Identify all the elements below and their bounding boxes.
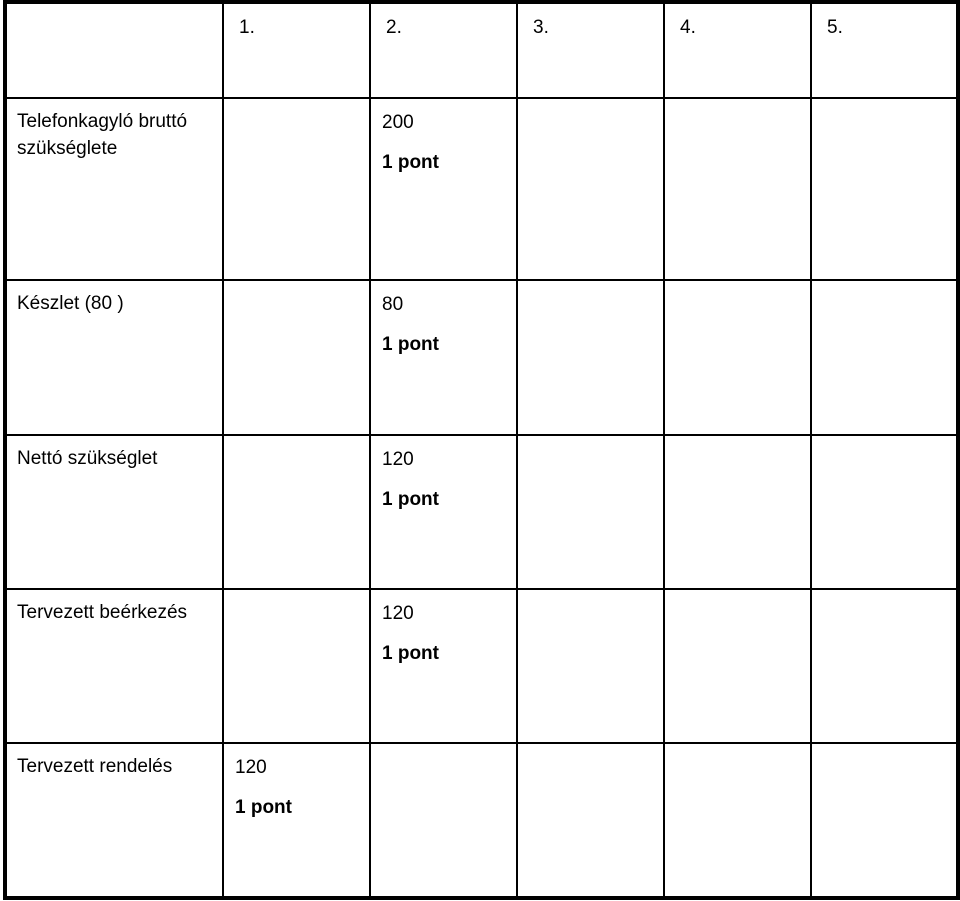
corner-cell [5, 2, 223, 98]
cell-points: 1 pont [382, 489, 439, 510]
row-label-planned-receipt: Tervezett beérkezés [5, 589, 223, 743]
cell-net-p4 [664, 435, 811, 589]
cell-gross-p4 [664, 98, 811, 280]
cell-order-p3 [517, 743, 664, 898]
row-label-gross-requirement: Telefonkagyló bruttó szükséglete [5, 98, 223, 280]
cell-value: 120 [235, 757, 267, 778]
period-header-3: 3. [517, 2, 664, 98]
cell-receipt-p3 [517, 589, 664, 743]
cell-stock-p4 [664, 280, 811, 435]
table-row-planned-order [5, 743, 958, 898]
mrp-table [3, 0, 960, 900]
cell-stock-p3 [517, 280, 664, 435]
period-header-4: 4. [664, 2, 811, 98]
cell-order-p4 [664, 743, 811, 898]
cell-stock-p5 [811, 280, 958, 435]
cell-points: 1 pont [382, 334, 439, 355]
row-label-stock: Készlet (80 ) [5, 280, 223, 435]
cell-net-p5 [811, 435, 958, 589]
cell-order-p1 [223, 743, 370, 898]
header-row [5, 2, 958, 98]
cell-stock-p1 [223, 280, 370, 435]
cell-value: 200 [382, 112, 414, 133]
cell-points: 1 pont [382, 643, 439, 664]
cell-receipt-p4 [664, 589, 811, 743]
cell-net-p1 [223, 435, 370, 589]
cell-receipt-p1 [223, 589, 370, 743]
cell-value: 120 [382, 603, 414, 624]
period-header-2: 2. [370, 2, 517, 98]
cell-gross-p1 [223, 98, 370, 280]
cell-points: 1 pont [235, 797, 292, 818]
cell-value: 120 [382, 449, 414, 470]
cell-receipt-p2 [370, 589, 517, 743]
cell-order-p5 [811, 743, 958, 898]
cell-value: 80 [382, 294, 404, 315]
cell-gross-p2 [370, 98, 517, 280]
cell-gross-p5 [811, 98, 958, 280]
cell-receipt-p5 [811, 589, 958, 743]
cell-net-p2 [370, 435, 517, 589]
cell-points: 1 pont [382, 152, 439, 173]
cell-net-p3 [517, 435, 664, 589]
table-row-gross-requirement [5, 98, 958, 280]
period-header-1: 1. [223, 2, 370, 98]
period-header-5: 5. [811, 2, 958, 98]
table-row-net-requirement [5, 435, 958, 589]
row-label-net-requirement: Nettó szükséglet [5, 435, 223, 589]
table-row-planned-receipt [5, 589, 958, 743]
cell-gross-p3 [517, 98, 664, 280]
cell-order-p2 [370, 743, 517, 898]
row-label-planned-order: Tervezett rendelés [5, 743, 223, 898]
cell-stock-p2 [370, 280, 517, 435]
table-row-stock [5, 280, 958, 435]
